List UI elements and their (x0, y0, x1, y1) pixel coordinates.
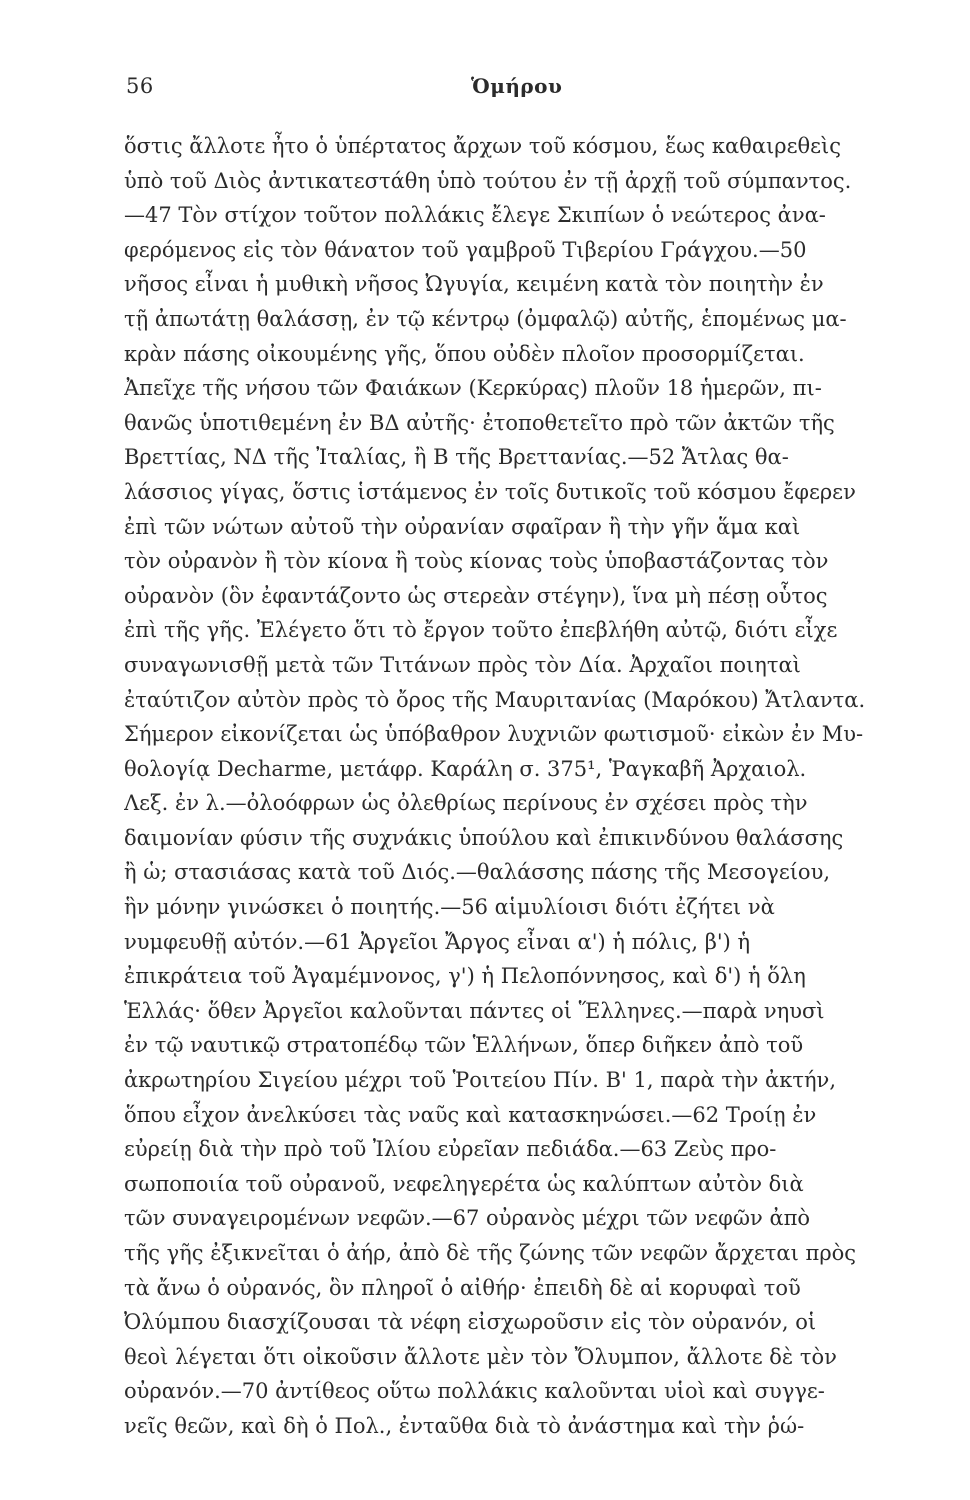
text-line: ἐπικράτεια τοῦ Ἀγαμέμνονος, γ') ἡ Πελοπόννησος, καὶ δ') ἡ ὅλη (124, 964, 806, 989)
text-line: νῆσος εἶναι ἡ μυθικὴ νῆσος Ὠγυγία, κειμένη κατὰ τὸν ποιητὴν ἐν (124, 272, 824, 297)
text-line: ἣν μόνην γινώσκει ὁ ποιητής.—56 αἱμυλίοισι διότι ἐζήτει νὰ (124, 895, 775, 920)
text-line: Ὀλύμπου διασχίζουσαι τὰ νέφη εἰσχωροῦσιν εἰς τὸν οὐρανόν, οἱ (124, 1310, 817, 1335)
text-line: ἢ ὡ; στασιάσας κατὰ τοῦ Διός.—θαλάσσης πάσης τῆς Μεσογείου, (124, 860, 831, 885)
text-line: ὑπὸ τοῦ Διὸς ἀντικατεστάθη ὑπὸ τούτου ἐν τῇ ἀρχῇ τοῦ σύμπαντος. (124, 168, 852, 193)
text-line: τὸν οὐρανὸν ἢ τὸν κίονα ἢ τοὺς κίονας τοὺς ὑποβαστάζοντας τὸν (124, 549, 829, 574)
text-line: σωποποιία τοῦ οὐρανοῦ, νεφεληγερέτα ὡς καλύπτων αὐτὸν διὰ (124, 1171, 804, 1196)
text-line: οὐρανὸν (ὃν ἐφαντάζοντο ὡς στερεὰν στέγην), ἵνα μὴ πέσῃ οὗτος (124, 583, 828, 608)
text-line: τὰ ἄνω ὁ οὐρανός, ὃν πληροῖ ὁ αἰθήρ· ἐπειδὴ δὲ αἱ κορυφαὶ τοῦ (124, 1275, 801, 1300)
text-line: ὅστις ἄλλοτε ἦτο ὁ ὑπέρτατος ἄρχων τοῦ κόσμου, ἕως καθαιρεθεὶς (124, 134, 841, 158)
text-line: νεῖς θεῶν, καὶ δὴ ὁ Πολ., ἐνταῦθα διὰ τὸ ἀνάστημα καὶ τὴν ῥώ- (124, 1413, 805, 1438)
text-line: Ἑλλάς· ὅθεν Ἀργεῖοι καλοῦνται πάντες οἱ Ἕλληνες.—παρὰ νηυσὶ (124, 998, 825, 1023)
text-line: ἐπὶ τῶν νώτων αὐτοῦ τὴν οὐρανίαν σφαῖραν ἢ τὴν γῆν ἅμα καὶ (124, 514, 801, 539)
text-line: ἐπὶ τῆς γῆς. Ἐλέγετο ὅτι τὸ ἔργον τοῦτο ἐπεβλήθη αὐτῷ, διότι εἶχε (124, 618, 838, 643)
page-header (126, 74, 846, 104)
text-line: θολογίᾳ Decharme, μετάφρ. Καράλη σ. 375¹, Ῥαγκαβῆ Ἀρχαιολ. (124, 756, 807, 781)
text-line: τῇ ἀπωτάτῃ θαλάσσῃ, ἐν τῷ κέντρῳ (ὀμφαλῷ) αὐτῆς, ἑπομένως μα- (124, 306, 847, 331)
text-line: Ἀπεῖχε τῆς νήσου τῶν Φαιάκων (Κερκύρας) πλοῦν 18 ἡμερῶν, πι- (124, 376, 822, 401)
text-line: κρὰν πάσης οἰκουμένης γῆς, ὅπου οὐδὲν πλοῖον προσορμίζεται. (124, 341, 805, 366)
text-line: φερόμενος εἰς τὸν θάνατον τοῦ γαμβροῦ Τιβερίου Γράγχου.—50 (124, 237, 807, 262)
commentary-text (124, 129, 924, 1444)
text-line: ὅπου εἶχον ἀνελκύσει τὰς ναῦς καὶ κατασκηνώσει.—62 Τροίῃ ἐν (124, 1102, 817, 1127)
text-line: τῶν συναγειρομένων νεφῶν.—67 οὐρανὸς μέχρι τῶν νεφῶν ἀπὸ (124, 1206, 811, 1231)
text-line: ἐν τῷ ναυτικῷ στρατοπέδῳ τῶν Ἑλλήνων, ὅπερ διῆκεν ἀπὸ τοῦ (124, 1033, 804, 1058)
text-line: οὐρανόν.—70 ἀντίθεος οὕτω πολλάκις καλοῦνται υἱοὶ καὶ συγγε- (124, 1379, 825, 1404)
text-line: συναγωνισθῇ μετὰ τῶν Τιτάνων πρὸς τὸν Δία. Ἀρχαῖοι ποιηταὶ (124, 652, 801, 677)
page-number: 56 (126, 74, 154, 98)
text-line: Λεξ. ἐν λ.—ὀλοόφρων ὡς ὀλεθρίως περίνους ἐν σχέσει πρὸς τὴν (124, 791, 808, 816)
text-line: θανῶς ὑποτιθεμένη ἐν ΒΔ αὐτῆς· ἐτοποθετεῖτο πρὸ τῶν ἀκτῶν τῆς (124, 410, 835, 435)
text-line: λάσσιος γίγας, ὅστις ἱστάμενος ἐν τοῖς δυτικοῖς τοῦ κόσμου ἔφερεν (124, 479, 856, 504)
text-line: ἐταύτιζον αὐτὸν πρὸς τὸ ὄρος τῆς Μαυριτανίας (Μαρόκου) Ἄτλαντα. (124, 687, 866, 712)
text-line: θεοὶ λέγεται ὅτι οἰκοῦσιν ἄλλοτε μὲν τὸν Ὄλυμπον, ἄλλοτε δὲ τὸν (124, 1344, 837, 1369)
text-line: ἀκρωτηρίου Σιγείου μέχρι τοῦ Ῥοιτείου Πίν. Β' 1, παρὰ τὴν ἀκτήν, (124, 1068, 836, 1093)
text-line: νυμφευθῇ αὐτόν.—61 Ἀργεῖοι Ἄργος εἶναι α') ἡ πόλις, β') ἡ (124, 929, 751, 954)
text-line: Σήμερον εἰκονίζεται ὡς ὑπόβαθρον λυχνιῶν φωτισμοῦ· εἰκὼν ἐν Μυ- (124, 722, 864, 747)
text-line: —47 Τὸν στίχον τοῦτον πολλάκις ἔλεγε Σκιπίων ὁ νεώτερος ἀνα- (124, 203, 826, 228)
running-head: Ὁμήρου (471, 74, 563, 98)
text-line: εὐρείῃ διὰ τὴν πρὸ τοῦ Ἰλίου εὐρεῖαν πεδιάδα.—63 Ζεὺς προ- (124, 1137, 777, 1162)
text-line: Βρεττίας, ΝΔ τῆς Ἰταλίας, ἢ Β τῆς Βρεττανίας.—52 Ἄτλας θα- (124, 445, 789, 470)
text-line: τῆς γῆς ἐξικνεῖται ὁ ἀήρ, ἀπὸ δὲ τῆς ζώνης τῶν νεφῶν ἄρχεται πρὸς (124, 1241, 857, 1265)
text-line: δαιμονίαν φύσιν τῆς συχνάκις ὑπούλου καὶ ἐπικινδύνου θαλάσσης (124, 825, 844, 850)
